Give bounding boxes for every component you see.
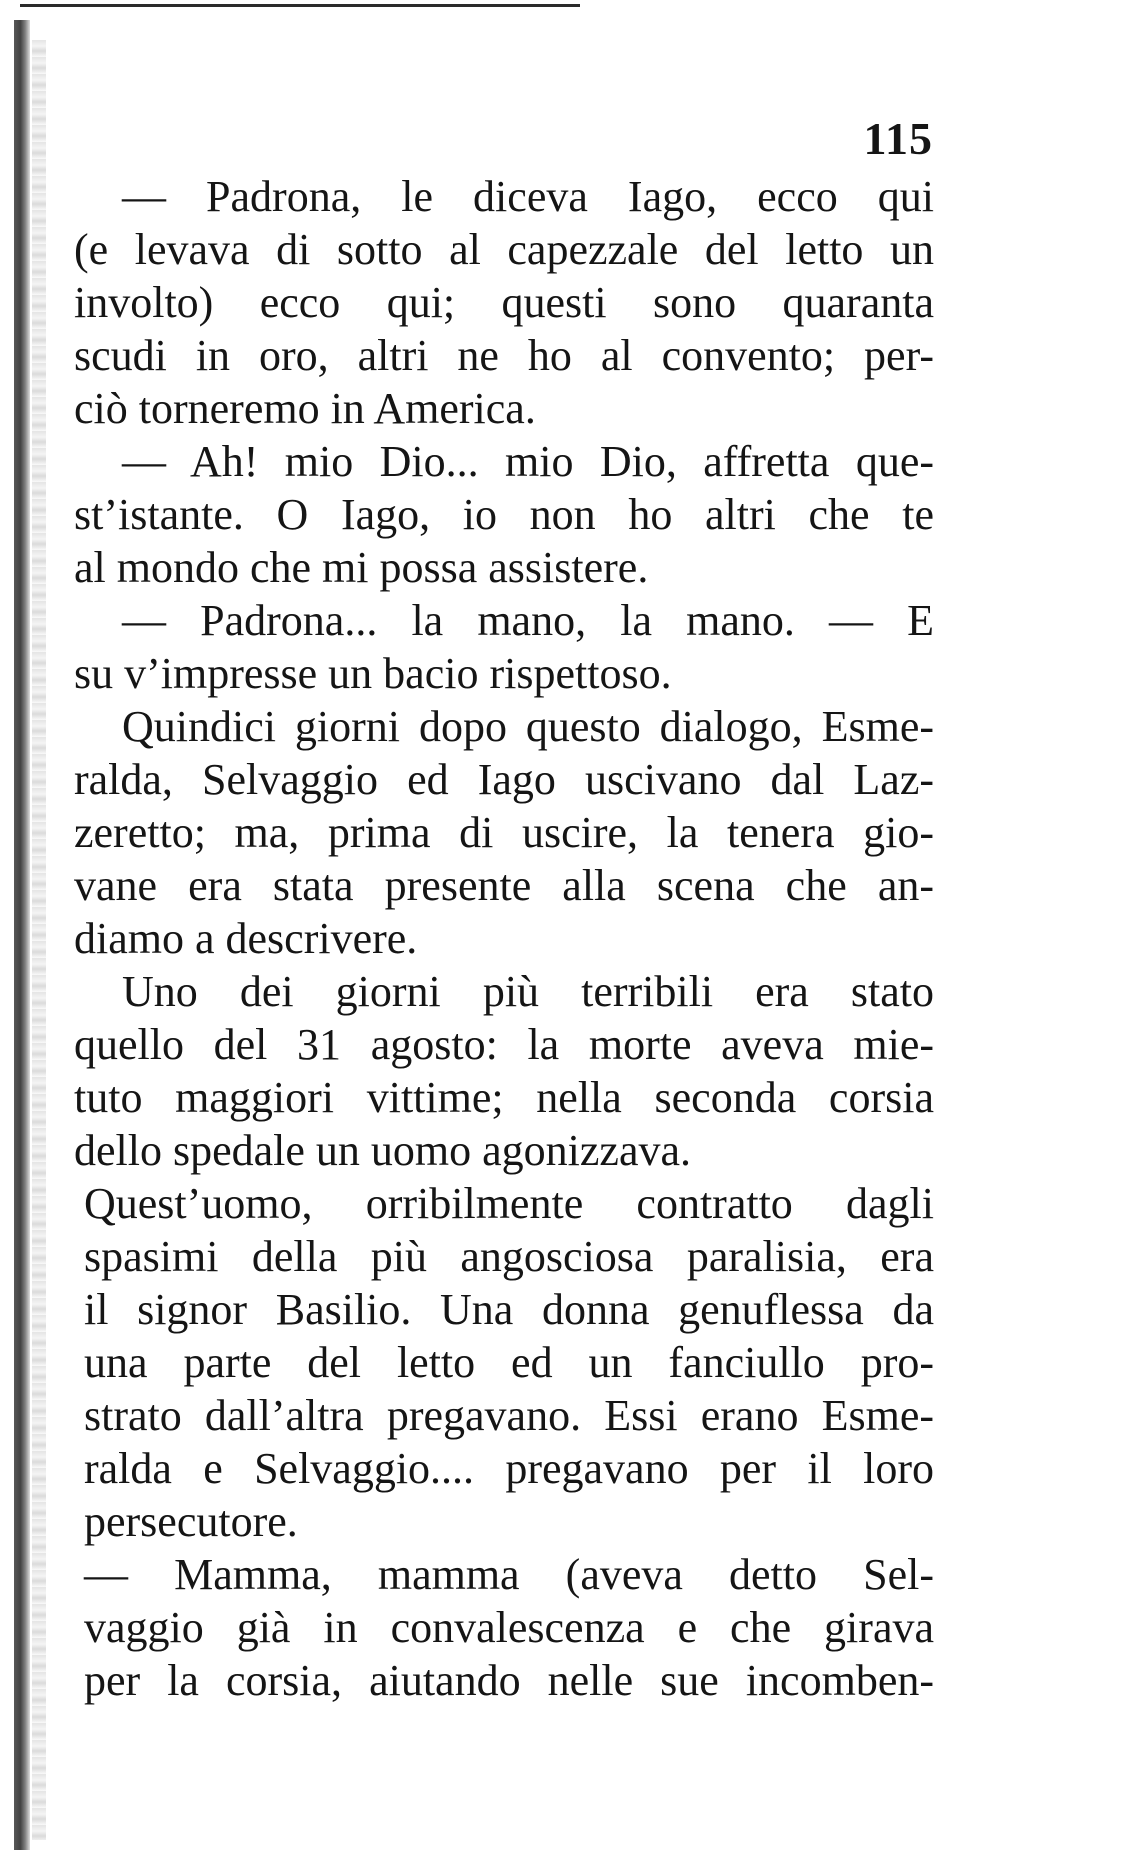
scan-top-edge: [20, 4, 580, 7]
binding-texture: [32, 40, 46, 1840]
text-line: una parte del letto ed un fanciullo pro-: [84, 1338, 934, 1387]
text-line: persecutore.: [84, 1497, 298, 1546]
text-line: — Ah! mio Dio... mio Dio, affretta que-: [122, 437, 934, 486]
text-line: ralda e Selvaggio.... pregavano per il loro: [84, 1444, 934, 1493]
text-line: — Mamma, mamma (aveva detto Sel-: [84, 1550, 934, 1599]
text-line: ciò torneremo in America.: [74, 384, 536, 433]
text-line: — Padrona, le diceva Iago, ecco qui: [122, 172, 934, 221]
text-line: (e levava di sotto al capezzale del letto un: [74, 225, 934, 274]
text-line: su v’impresse un bacio rispettoso.: [74, 649, 672, 698]
text-line: al mondo che mi possa assistere.: [74, 543, 649, 592]
text-line: quello del 31 agosto: la morte aveva mie-: [74, 1020, 934, 1069]
text-line: involto) ecco qui; questi sono quaranta: [74, 278, 934, 327]
text-line: Quest’uomo, orribilmente contratto dagli: [84, 1179, 934, 1228]
text-line: il signor Basilio. Una donna genuflessa da: [84, 1285, 934, 1334]
text-line: strato dall’altra pregavano. Essi erano Esme-: [84, 1391, 934, 1440]
body-text: [74, 170, 934, 1707]
text-line: Quindici giorni dopo questo dialogo, Esme-: [122, 702, 934, 751]
text-line: Uno dei giorni più terribili era stato: [122, 967, 934, 1016]
text-line: scudi in oro, altri ne ho al convento; per-: [74, 331, 934, 380]
binding-shadow: [14, 20, 30, 1850]
text-line: ralda, Selvaggio ed Iago uscivano dal Laz-: [74, 755, 934, 804]
text-line: zeretto; ma, prima di uscire, la tenera gio-: [74, 808, 934, 857]
text-line: st’istante. O Iago, io non ho altri che te: [74, 490, 934, 539]
text-line: vane era stata presente alla scena che an-: [74, 861, 934, 910]
text-line: tuto maggiori vittime; nella seconda corsia: [74, 1073, 934, 1122]
page-number: 115: [863, 113, 933, 164]
text-line: — Padrona... la mano, la mano. — E: [122, 596, 934, 645]
text-line: spasimi della più angosciosa paralisia, era: [84, 1232, 934, 1281]
text-line: per la corsia, aiutando nelle sue incomben-: [84, 1656, 934, 1705]
text-line: vaggio già in convalescenza e che girava: [84, 1603, 934, 1652]
text-line: dello spedale un uomo agonizzava.: [74, 1126, 692, 1175]
text-line: diamo a descrivere.: [74, 914, 418, 963]
